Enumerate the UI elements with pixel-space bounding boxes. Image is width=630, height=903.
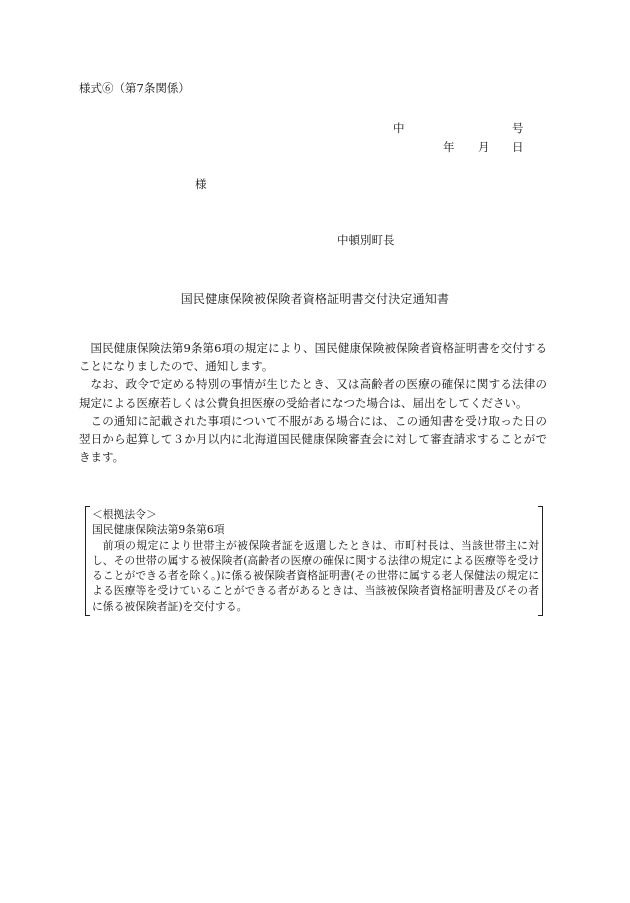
- paragraph-2: なお、政令で定める特別の事情が生じたとき、又は高齢者の医療の確保に関する法律の規定による医療若しくは公費負担医療の受給者になつた場合は、届出をしてください。: [79, 377, 547, 410]
- legal-basis-box: [85, 506, 543, 614]
- paragraph-3: この通知に記載された事項について不服がある場合には、この通知書を受け取った日の翌日から起算して３か月以内に北海道国民健康保険審査会に対して審査請求することができます。: [79, 413, 547, 465]
- legal-basis-heading: ＜根拠法令＞: [92, 508, 157, 521]
- document-number-suffix: 号: [512, 121, 524, 135]
- bracket-left: [85, 506, 90, 616]
- legal-basis-law: 国民健康保険法第9条第6項: [92, 523, 225, 537]
- legal-basis-content: [92, 507, 539, 614]
- date-day-label: 日: [512, 140, 524, 154]
- sender: 中頓別町長: [337, 233, 395, 247]
- date-month-label: 月: [478, 140, 490, 154]
- document-title: 国民健康保険被保険者資格証明書交付決定通知書: [180, 292, 450, 306]
- document-number-prefix: 中: [393, 121, 405, 135]
- date-year-label: 年: [443, 140, 455, 154]
- legal-basis-text: 前項の規定により世帯主が被保険者証を返還したときは、市町村長は、当該世帯主に対し、その世帯の属する被保険者(高齢者の医療の確保に関する法律の規定による医療等を受けることができる者を除く。)に係る被保険者資格証明書(その世帯に属する老人保健法の規定による医療等を受けていることができる者があるときは、当該被保険者資格証明書及びその者に係る被保険者証)を交付する。: [92, 538, 539, 613]
- paragraph-1: 国民健康保険法第9条第6項の規定により、国民健康保険被保険者資格証明書を交付することになりましたので、通知します。: [79, 341, 547, 374]
- form-label: 様式⑥（第7条関係）: [79, 81, 190, 95]
- addressee: 様: [195, 177, 207, 191]
- notice-body: [79, 339, 547, 466]
